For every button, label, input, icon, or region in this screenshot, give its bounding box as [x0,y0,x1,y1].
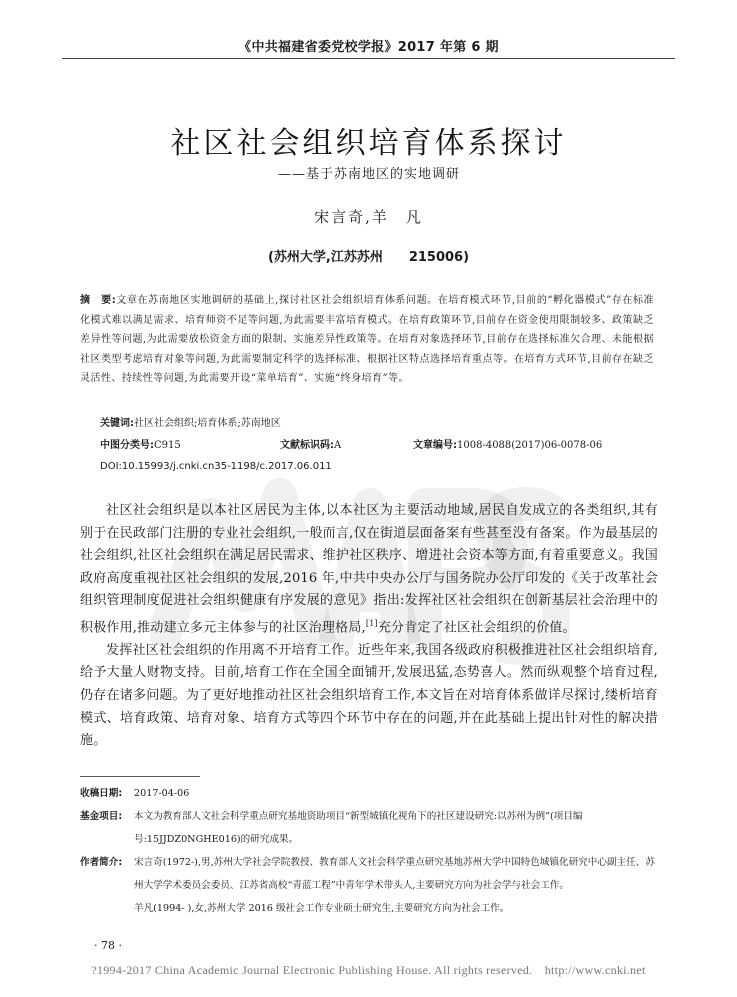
footnotes [80,782,660,920]
clc-label: 中图分类号: [100,440,154,451]
article-title: 社区社会组织培育体系探讨 [170,126,567,161]
author2-bio: 羊凡(1994- ),女,苏州大学 2016 级社会工作专业硕士研究生,主要研究方向为社会工作。 [134,903,510,914]
received-label: 收稿日期: [80,788,123,799]
page-number: · 78 · [94,939,122,952]
doc-code-label: 文献标识码: [280,440,334,451]
keywords [100,414,281,429]
fund-label: 基金项目: [80,811,123,822]
article-id-label: 文章编号: [413,440,457,451]
keywords-label: 关键词: [100,418,134,429]
p1-end: 充分肯定了社区社会组织的价值。 [377,620,576,636]
copyright-footer: ?1994-2017 China Academic Journal Electronic Publishing House. All rights reserved. http://www.cnki.net [91,963,646,977]
journal-header: 《中共福建省委党校学报》2017 年第 6 期 [238,40,499,55]
fund-value: 本文为教育部人文社会科学重点研究基地资助项目“新型城镇化视角下的社区建设研究:以苏州为例”(项目编号:15JJDZ0NGHE016)的研究成果。 [134,811,583,845]
header-rule [62,58,675,59]
citation-ref: [1] [365,618,378,628]
abstract-text: 文章在苏南地区实地调研的基础上,探讨社区社会组织培育体系问题。在培育模式环节,目前的“孵化器模式”存在标准化模式难以满足需求、培育师资不足等问题,为此需要丰富培育模式。在培育政策环节,目前存在资金使用限制较多、政策缺乏差异性等问题,为此需要放松资金方面的限制、实施差异性政策等。在培育对象选择环节,目前存在选择标准欠合理、未能根据社区类型考虑培育对象等问题,为此需要制定科学的选择标准、根据社区特点选择培育重点等。在培育方式环节,目前存在缺乏灵活性、持续性等问题,为此需要开设“菜单培育”、实施“终身培育”等。 [80,295,654,384]
fund-note [80,805,660,851]
article-id-value: 1008-4088(2017)06-0078-06 [457,440,603,451]
author-note-2 [80,897,660,920]
body-paragraph-2: 发挥社区社会组织的作用离不开培育工作。近些年来,我国各级政府积极推进社区社会组织培育,给予大量人财物支持。目前,培育工作在全国全面铺开,发展迅猛,态势喜人。然而纵观整个培育过程,仍存在诸多问题。为了更好地推动社区社会组织培育工作,本文旨在对培育体系做详尽探讨,缕析培育模式、培育政策、培育对象、培育方式等四个环节中存在的问题,并在此基础上提出针对性的解决措施。 [80,642,658,749]
footnote-rule [80,776,200,777]
author1-bio: 宋言奇(1972-),男,苏州大学社会学院教授、教育部人文社会科学重点研究基地苏州大学中国特色城镇化研究中心副主任、苏州大学学术委员会委员、江苏省高校“青蓝工程”中青年学术带头人,主要研究方向为社会学与社会工作。 [134,857,655,891]
body-paragraph-1 [80,500,658,640]
authors: 宋言奇,羊 凡 [314,208,423,226]
clc-value: C915 [154,440,181,451]
author-note [80,851,660,897]
received-date [80,782,660,805]
doc-code-value: A [334,440,342,451]
article-subtitle: ——基于苏南地区的实地调研 [278,167,461,182]
received-value: 2017-04-06 [134,788,190,799]
p1-text: 社区社会组织是以本社区居民为主体,以本社区为主要活动地域,居民自发成立的各类组织,其有别于在民政部门注册的专业社会组织,一般而言,仅在街道层面备案有些甚至没有备案。作为最基层的社会组织,社区社会组织在满足居民需求、维护社区秩序、增进社会资本等方面,有着重要意义。我国政府高度重视社区社会组织的发展,2016 年,中共中央办公厅与国务院办公厅印发的《关于改革社会组织管理制度促进社会组织健康有序发展的意见》指出:发挥社区社会组织在创新基层社会治理中的积极作用,推动建立多元主体参与的社区治理格局, [80,503,658,636]
affiliation: (苏州大学,江苏苏州 215006) [267,250,470,265]
author-label: 作者简介: [80,857,123,868]
doi: DOI:10.15993/j.cnki.cn35-1198/c.2017.06.011 [100,461,332,472]
abstract [80,291,654,389]
abstract-label: 摘 要: [80,295,117,306]
keywords-text: 社区社会组织;培育体系;苏南地区 [134,418,281,429]
body-text [80,500,658,753]
